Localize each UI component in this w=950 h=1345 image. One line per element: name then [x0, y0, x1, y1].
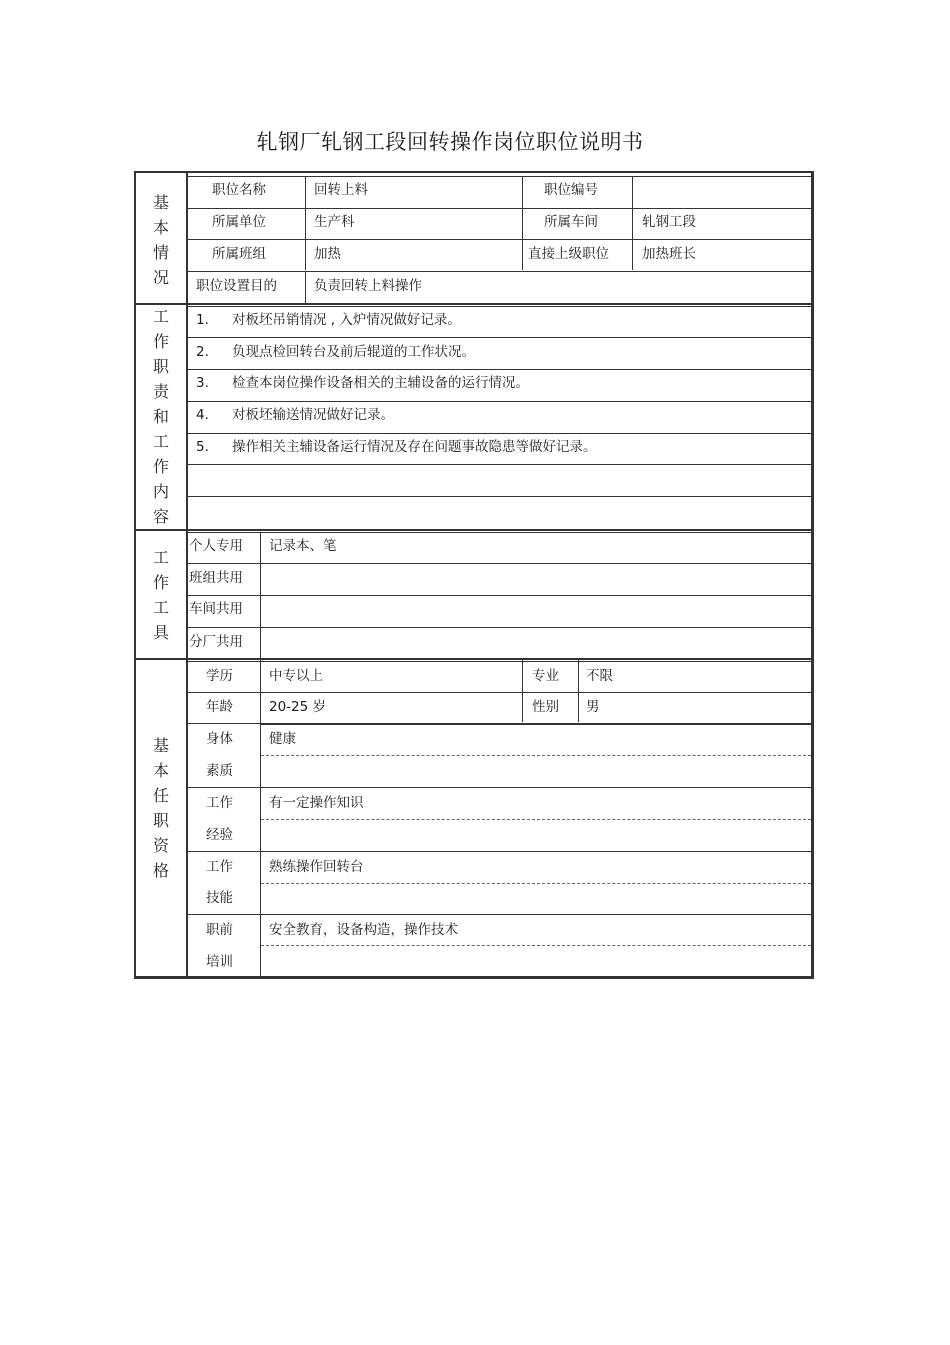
dashed-divider — [261, 883, 811, 884]
row-divider — [188, 914, 811, 915]
skill-value: 熟练操作回转台 — [269, 859, 364, 875]
job-description-form — [134, 171, 814, 979]
training-label: 培训 — [206, 954, 233, 970]
duty-item: 5. 操作相关主辅设备运行情况及存在问题事故隐患等做好记录。 — [196, 439, 597, 455]
row-divider — [188, 976, 811, 977]
basic-col-divider — [522, 176, 523, 270]
row-divider — [188, 595, 811, 596]
section-divider — [136, 658, 812, 660]
workshop-label: 所属车间 — [544, 214, 598, 230]
tool-label: 分厂共用 — [189, 634, 243, 650]
basic-col-divider — [305, 176, 306, 270]
row-divider — [188, 464, 811, 465]
row-divider — [188, 627, 811, 628]
tool-label: 班组共用 — [189, 570, 243, 586]
row-divider — [188, 433, 811, 434]
unit-value: 生产科 — [314, 214, 355, 230]
section-divider-vertical — [186, 173, 188, 979]
dashed-divider — [261, 755, 811, 756]
duty-item: 4. 对板坯输送情况做好记录。 — [196, 407, 394, 423]
unit-label: 所属单位 — [212, 214, 266, 230]
major-value: 不限 — [586, 668, 613, 684]
tools-section-label: 工 作 工 具 — [152, 547, 169, 642]
body-label: 素质 — [206, 763, 233, 779]
age-value: 20-25 岁 — [269, 699, 327, 715]
team-value: 加热 — [314, 246, 341, 262]
row-divider — [188, 337, 811, 338]
skill-label: 工作 — [206, 859, 233, 875]
row-divider — [188, 563, 811, 564]
row-divider — [188, 239, 811, 240]
basic-col-divider — [632, 176, 633, 270]
row-divider — [188, 692, 811, 693]
experience-value: 有一定操作知识 — [269, 795, 364, 811]
major-label: 专业 — [532, 668, 559, 684]
gender-label: 性别 — [532, 699, 559, 715]
duty-item: 3. 检查本岗位操作设备相关的主辅设备的运行情况。 — [196, 375, 529, 391]
tool-label: 个人专用 — [189, 538, 243, 554]
row-divider — [188, 208, 811, 209]
dashed-divider — [261, 945, 811, 946]
training-label: 职前 — [206, 922, 233, 938]
row-divider — [188, 306, 811, 307]
section-divider — [136, 303, 812, 305]
row-divider — [188, 496, 811, 497]
body-label: 身体 — [206, 731, 233, 747]
tool-label: 车间共用 — [189, 601, 243, 617]
position-name-value: 回转上料 — [314, 182, 368, 198]
row-divider — [188, 787, 811, 788]
duty-item: 2. 负现点检回转台及前后辊道的工作状况。 — [196, 344, 475, 360]
qualifications-section-label: 基 本 任 职 资 格 — [152, 736, 169, 880]
education-value: 中专以上 — [269, 668, 323, 684]
document-title: 轧钢厂轧钢工段回转操作岗位职位说明书 — [256, 130, 644, 154]
qual-col-divider — [578, 660, 579, 722]
row-divider — [261, 724, 811, 725]
body-value: 健康 — [269, 731, 296, 747]
qual-col-divider — [522, 660, 523, 722]
position-no-label: 职位编号 — [544, 182, 598, 198]
row-divider — [188, 369, 811, 370]
team-label: 所属班组 — [212, 246, 266, 262]
purpose-label: 职位设置目的 — [196, 278, 277, 294]
duties-section-label: 工 作 职 责 和 工 作 内 容 — [152, 307, 169, 526]
purpose-value: 负责回转上料操作 — [314, 278, 422, 294]
row-divider — [188, 851, 811, 852]
row-divider — [188, 661, 811, 662]
row-divider — [188, 401, 811, 402]
experience-label: 经验 — [206, 827, 233, 843]
row-divider — [188, 532, 811, 533]
experience-label: 工作 — [206, 795, 233, 811]
gender-value: 男 — [586, 699, 600, 715]
age-label: 年龄 — [206, 699, 233, 715]
row-divider — [188, 271, 811, 272]
basic-section-label: 基 本 情 况 — [152, 193, 169, 287]
row-divider — [188, 176, 811, 177]
superior-value: 加热班长 — [642, 246, 696, 262]
training-value: 安全教育，设备构造，操作技术 — [269, 922, 458, 938]
superior-label: 直接上级职位 — [528, 246, 609, 262]
skill-label: 技能 — [206, 890, 233, 906]
education-label: 学历 — [206, 668, 233, 684]
basic-col-divider — [305, 272, 306, 304]
workshop-value: 轧钢工段 — [642, 214, 696, 230]
position-name-label: 职位名称 — [212, 182, 266, 198]
dashed-divider — [261, 819, 811, 820]
tool-value: 记录本、笔 — [269, 538, 337, 554]
section-divider — [136, 529, 812, 531]
duty-item: 1. 对板坯吊销情况 , 入炉情况做好记录。 — [196, 312, 461, 328]
